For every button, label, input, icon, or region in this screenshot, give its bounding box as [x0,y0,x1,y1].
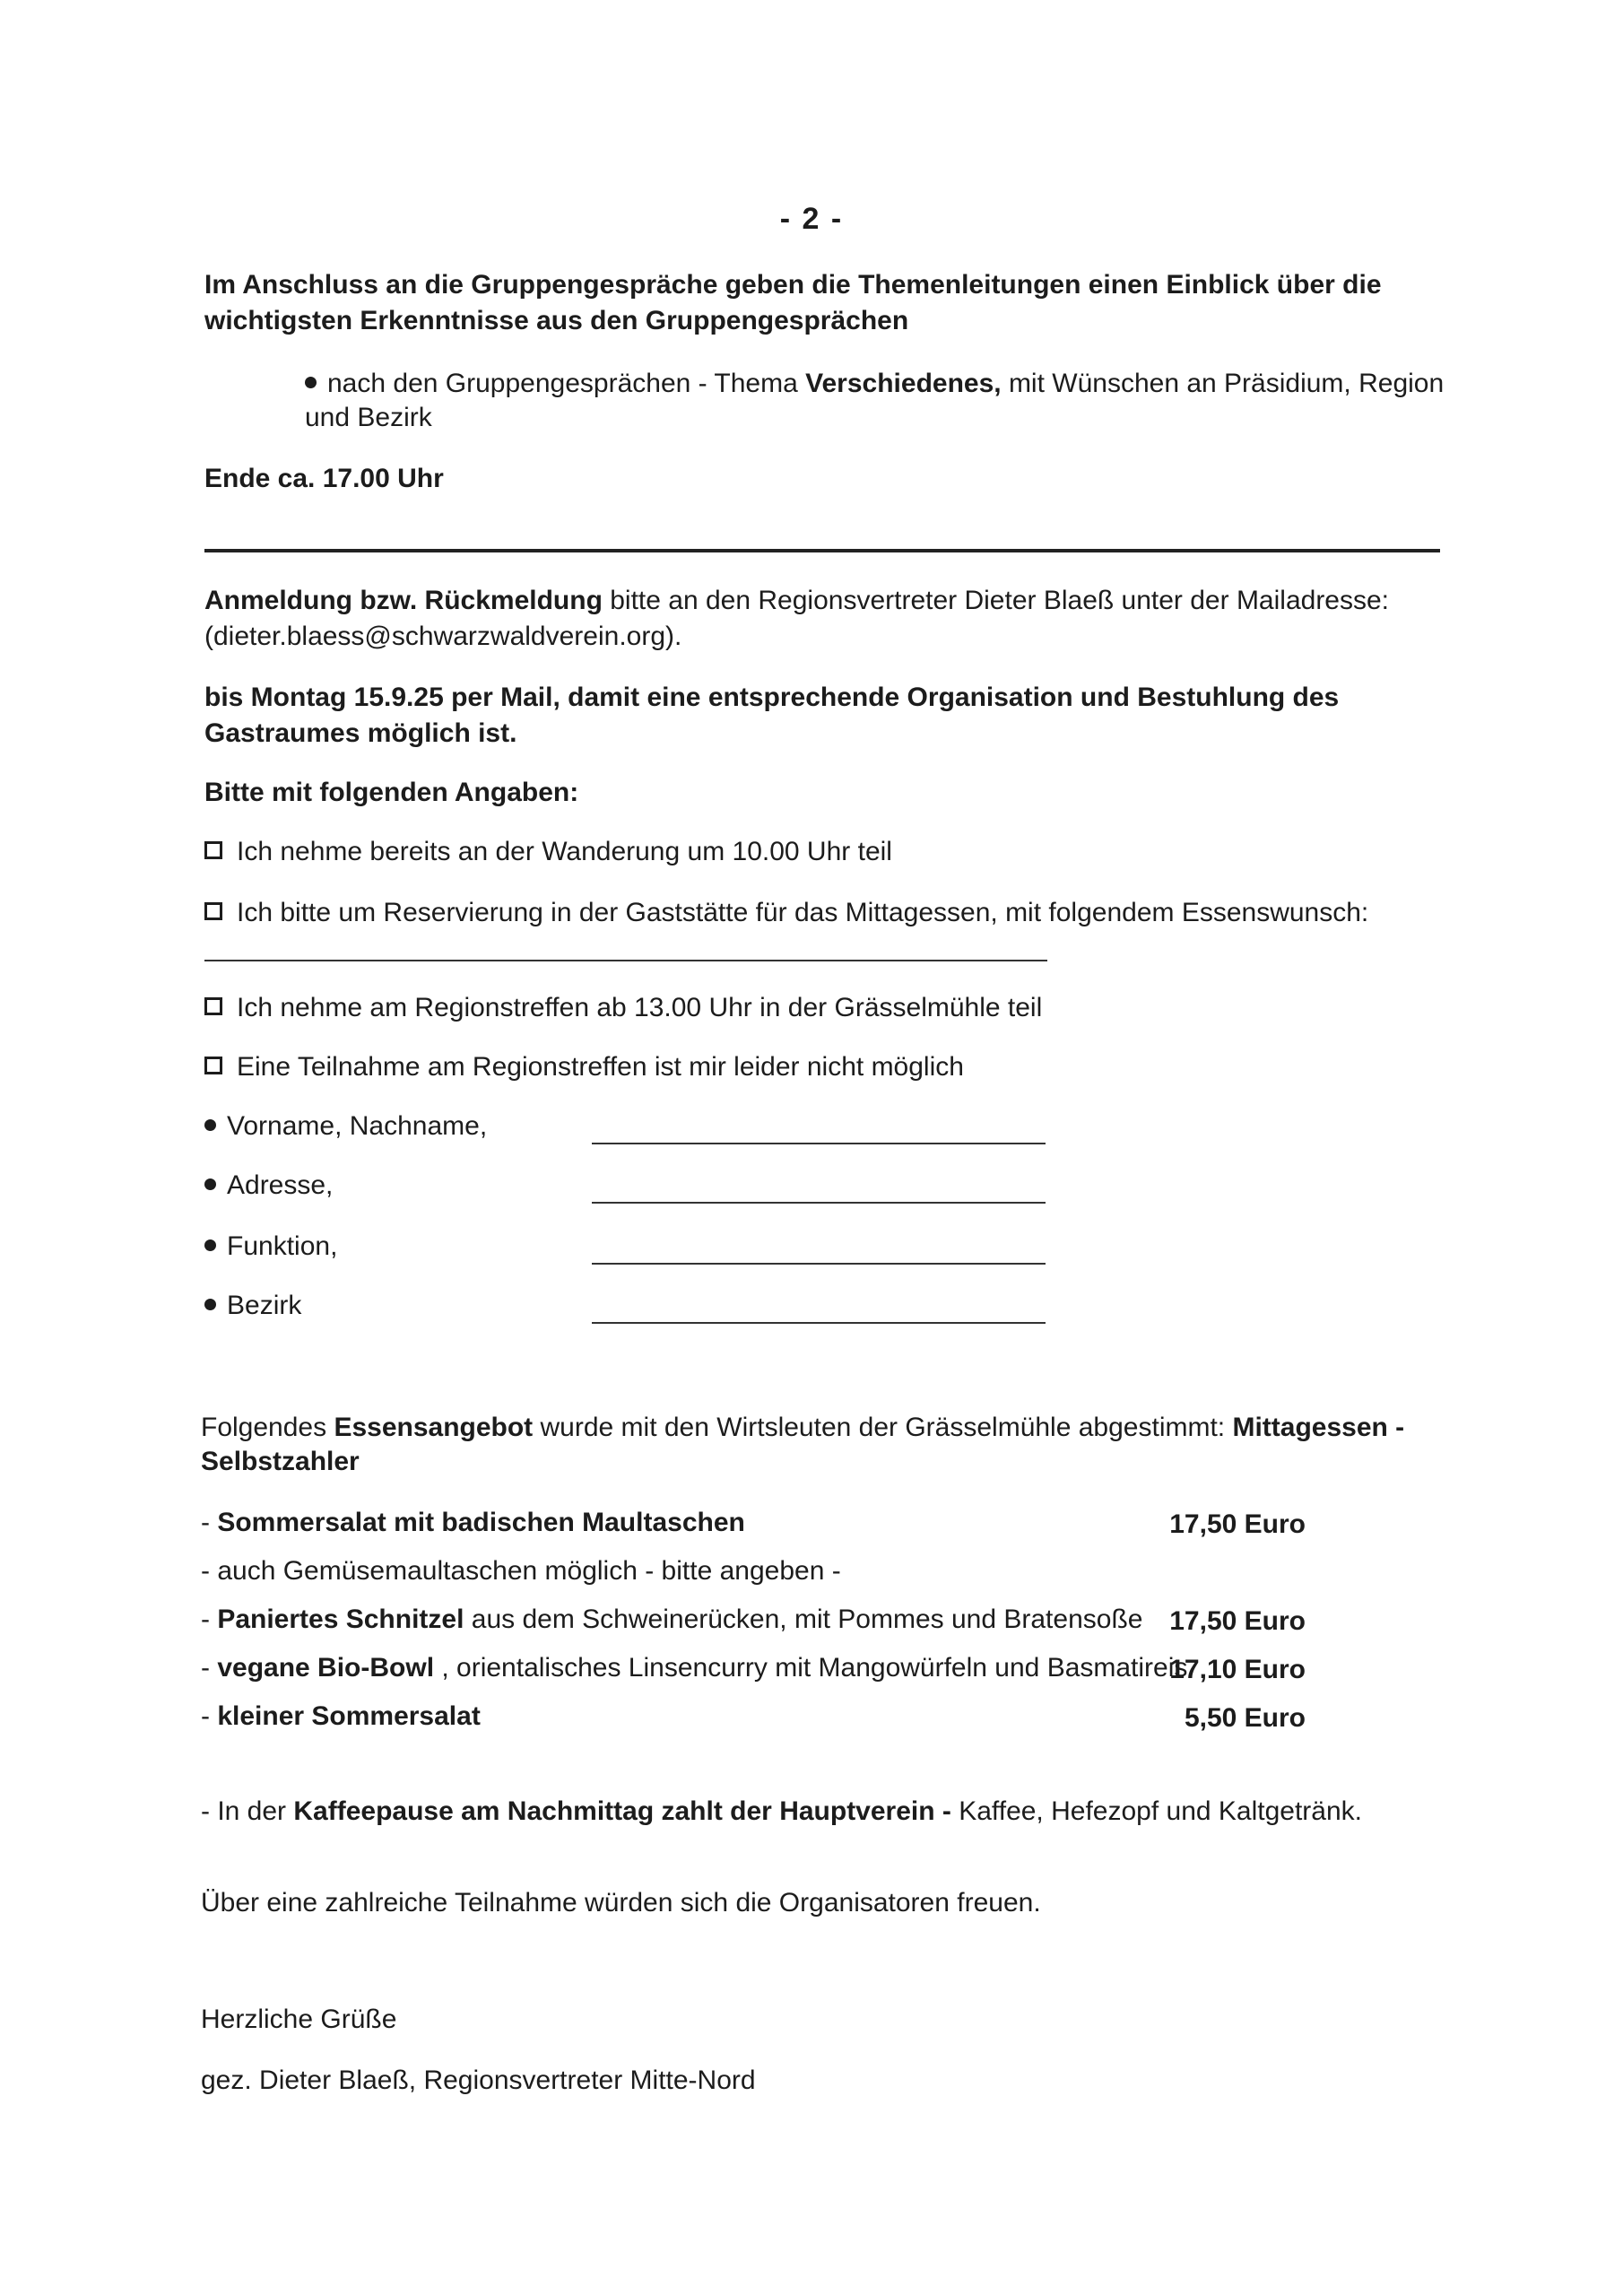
registration-text: bitte an den Regionsvertreter Dieter Blaeß unter der Mailadresse: [602,586,1390,615]
checkbox-label: Ich nehme bereits an der Wanderung um 10.00 Uhr teil [237,837,892,866]
checkbox-item-meeting [204,990,1042,1025]
field-label: Funktion, [227,1231,338,1261]
intro-line-1: Im Anschluss an die Gruppengespräche geben die Themenleitungen einen Einblick über die [204,270,1382,300]
menu-item-price: 17,10 Euro [1169,1655,1306,1684]
menu-item [201,1650,1187,1685]
menu-item-name: kleiner Sommersalat [217,1701,481,1731]
field-label: Bezirk [227,1291,302,1320]
registration-email: (dieter.blaess@schwarzwaldverein.org). [204,622,682,651]
field-address [204,1168,333,1203]
field-district-line [592,1322,1046,1324]
menu-item-prefix: - [201,1653,218,1683]
meal-wish-line [204,960,1047,961]
signature: gez. Dieter Blaeß, Regionsvertreter Mitte-Nord [201,2066,756,2095]
menu-item-price: 5,50 Euro [1184,1703,1306,1733]
menu-item-price: 17,50 Euro [1169,1509,1306,1539]
checkbox-item-lunch [204,895,1368,930]
topic-bullet-bold: Verschiedenes, [805,369,1002,398]
bullet-icon [204,1119,216,1131]
checkbox-label: Eine Teilnahme am Regionstreffen ist mir leider nicht möglich [237,1052,964,1082]
menu-item-description: aus dem Schweinerücken, mit Pommes und Bratensoße [464,1605,1143,1634]
checkbox-label: Ich bitte um Reservierung in der Gaststätte für das Mittagessen, mit folgendem Essenswunsch: [237,898,1369,927]
field-label: Adresse, [227,1170,334,1200]
menu-item-description: , orientalisches Linsencurry mit Mangowürfeln und Basmatireis [434,1653,1188,1683]
details-heading: Bitte mit folgenden Angaben: [204,778,579,807]
menu-item [201,1602,1142,1637]
checkbox-item-decline [204,1049,964,1084]
field-name-line [592,1143,1046,1144]
topic-bullet-pre: nach den Gruppengesprächen - Thema [327,369,806,398]
registration-bold: Anmeldung bzw. Rückmeldung [204,586,603,615]
coffee-post: Kaffee, Hefezopf und Kaltgetränk. [950,1796,1362,1826]
deadline-line-2: Gastraumes möglich ist. [204,718,517,748]
section-divider [204,549,1440,552]
menu-item-note: - auch Gemüsemaultaschen möglich - bitte angeben - [201,1556,841,1586]
checkbox-label: Ich nehme am Regionstreffen ab 13.00 Uhr in der Grässelmühle teil [237,993,1043,1022]
closing-text: Über eine zahlreiche Teilnahme würden sich die Organisatoren freuen. [201,1888,1041,1918]
topic-bullet-post: mit Wünschen an Präsidium, Region [1001,369,1445,398]
page-number: - 2 - [779,202,844,236]
end-time: Ende ca. 17.00 Uhr [204,464,444,493]
field-name [204,1109,487,1144]
menu-intro-bold-2: Mittagessen - [1232,1413,1405,1442]
menu-item-prefix: - [201,1701,218,1731]
checkbox-icon [204,841,222,859]
field-district [204,1288,301,1323]
field-function [204,1229,337,1264]
menu-item-prefix: - [201,1605,218,1634]
coffee-pre: - In der [201,1796,294,1826]
menu-item-name: vegane Bio-Bowl [217,1653,435,1683]
deadline-line-1: bis Montag 15.9.25 per Mail, damit eine entsprechende Organisation und Bestuhlung des [204,683,1340,712]
topic-bullet-line-2: und Bezirk [305,403,432,432]
registration-line-1 [204,583,1389,618]
menu-intro-line-2: Selbstzahler [201,1447,360,1476]
menu-item-price: 17,50 Euro [1169,1606,1306,1636]
menu-intro [201,1410,1404,1445]
bullet-icon [305,377,317,388]
checkbox-icon [204,902,222,920]
bullet-icon [204,1178,216,1190]
greeting: Herzliche Grüße [201,2005,397,2034]
menu-item [201,1505,745,1540]
intro-line-2: wichtigsten Erkenntnisse aus den Gruppengesprächen [204,306,909,335]
menu-intro-mid: wurde mit den Wirtsleuten der Grässelmühle abgestimmt: [533,1413,1233,1442]
field-label: Vorname, Nachname, [227,1111,488,1141]
menu-intro-bold: Essensangebot [334,1413,534,1442]
menu-item [201,1699,481,1734]
menu-item-name: Sommersalat mit badischen Maultaschen [217,1508,745,1537]
checkbox-icon [204,1057,222,1074]
menu-intro-pre: Folgendes [201,1413,334,1442]
coffee-bold: Kaffeepause am Nachmittag zahlt der Hauptverein - [293,1796,951,1826]
field-address-line [592,1202,1046,1204]
topic-bullet [305,366,1444,401]
menu-item-prefix: - [201,1508,218,1537]
checkbox-item-hike [204,834,892,869]
menu-item-name: Paniertes Schnitzel [217,1605,464,1634]
bullet-icon [204,1299,216,1310]
coffee-break-note [201,1794,1362,1829]
bullet-icon [204,1239,216,1251]
checkbox-icon [204,997,222,1015]
field-function-line [592,1263,1046,1265]
